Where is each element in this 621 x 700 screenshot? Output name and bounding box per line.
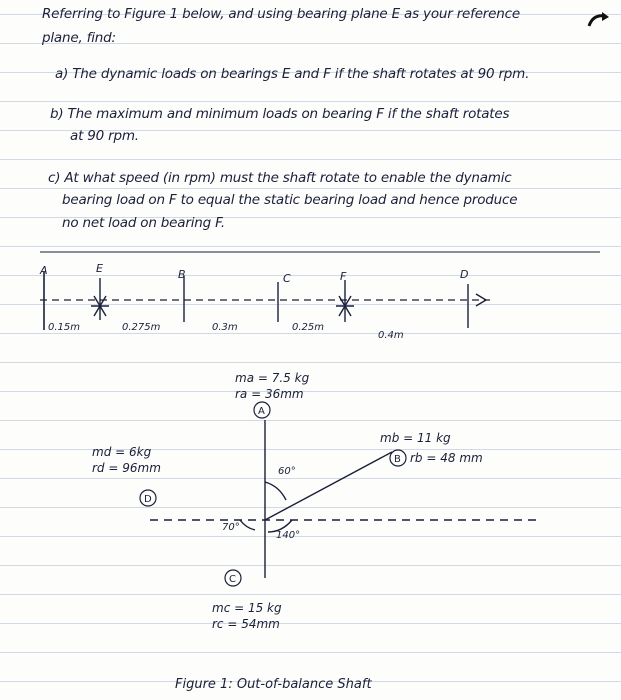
mass-b-label: B [394,454,401,465]
mass-a-radius: ra = 36mm [235,387,304,401]
question-c-line-1: c) At what speed (in rpm) must the shaft rotate to enable the dynamic [48,170,512,186]
plane-label-f: F [340,270,347,283]
distance-f-d: 0.4m [378,330,404,341]
plane-label-e: E [96,262,103,275]
mass-c-radius: rc = 54mm [212,617,280,631]
angle-label-60: 60° [278,466,296,477]
plane-label-d: D [460,268,469,281]
mass-c-label: C [229,574,236,585]
question-c-line-2: bearing load on F to equal the static bearing load and hence produce [62,192,518,208]
distance-b-c: 0.3m [212,322,238,333]
figure-caption: Figure 1: Out-of-balance Shaft [175,677,372,692]
mass-b-radius: rb = 48 mm [410,451,483,465]
plane-label-c: C [283,272,291,285]
plane-label-a: A [40,264,48,277]
distance-a-e: 0.15m [48,322,81,333]
mass-c-mass: mc = 15 kg [212,601,282,615]
mass-d-mass: md = 6kg [92,445,152,459]
intro-line-1: Referring to Figure 1 below, and using bearing plane E as your reference [42,6,520,22]
mass-a-label: A [258,406,265,417]
angle-label-70: 70° [222,522,240,533]
mass-a-mass: ma = 7.5 kg [235,371,310,385]
mass-d-label: D [144,494,152,505]
question-b-line-1: b) The maximum and minimum loads on bearing F if the shaft rotates [50,106,510,122]
question-b-line-2: at 90 rpm. [70,128,139,144]
distance-c-f: 0.25m [292,322,325,333]
question-a: a) The dynamic loads on bearings E and F if the shaft rotates at 90 rpm. [55,66,530,82]
plane-label-b: B [178,268,186,281]
distance-e-b: 0.275m [122,322,161,333]
question-c-line-3: no net load on bearing F. [62,215,225,231]
mass-b-mass: mb = 11 kg [380,431,451,445]
mass-d-radius: rd = 96mm [92,461,161,475]
intro-line-2: plane, find: [42,30,116,46]
angle-label-140: 140° [276,530,301,541]
